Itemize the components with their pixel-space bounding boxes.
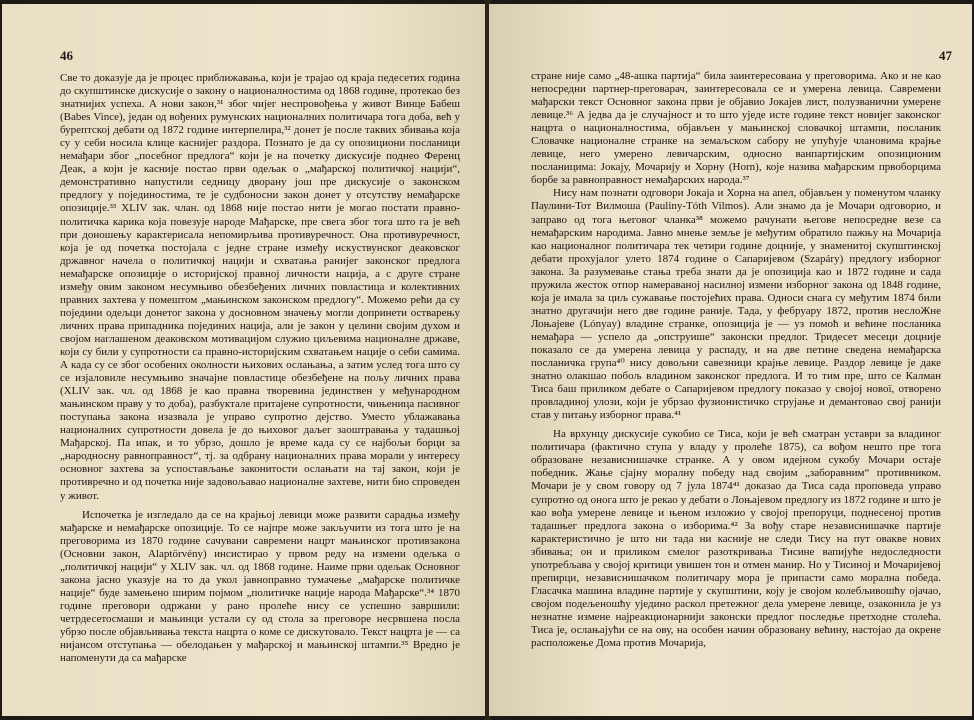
page-number: 46 [60,48,73,63]
paragraph: стране није само „48-ашка партија“ била заинтересована у преговорима. Ако и не као непосредни партнер-преговарач, заинтересовала се и умерена левица. Савремени мађарски текст Основног закона први је објавио Јокајев лист, полузванични умерене левице.³⁶ А једва да је случајност и то што уједе исте године текст новијег законског нацрта о националностима, објављен у мањинској словачкој штампи, посланик Словачке националне странке на земаљском сабору не упућује члановима крајње левице, него умерено левичарским, односно ванпартијским опозиционим посланицима: Јокају, Мочарију и Хорну (Horn), које назива мађарским првоборцима борбе за равноправност немађарских народа.³⁷ [531,70,941,187]
paragraph: Све то доказује да је процес приближавања, који је трајао од краја педесетих година до скупштинске дискусије о закону о националностима од 1868 године, протекао без знатнијих успеха. А нови закон,³¹ због чијег неспровођења у живот Винце Бабеш (Babes Vince), један од вођених румунских националних политичара тога доба, већ у бурептској дебати од 1872 године интерпелира,³² донет је после таквих збивања која су у себи носила клице каснијег раздора. Познато је да су опозициони посланици немађари због „посебног предлога“ који је на почетку дискусије поднео Ференц Деак, а који је касније постао први одељак о „мађарској политичкој нацији“, демонстративно напустили седницу дворану још пре дискусије о законском предлогу у појединостима, те је судбоносни закон донет у отсутству немађарске опозиције.³³ XLIV зак. члан. од 1868 није постао нити је могао постати правно-политичка карика која повезује народе Мађарске, пре свега због тога што га је већ при доношењу карактерисала непомирљива противуречност. Она противуречност, која је од почетка постојала с једне стране између искуствунског деаковског државног начела о политичкој нацији и схватања ранијег законског предлога немађарске опозиције о историјској правној личности нација, а с друге стране између овим законом несумњиво обезбеђених личних повластица и колективних правних захтева у помештом „мањинском законском предлогу“. Можемо рећи да су поједини одељци донетог закона у досновном значењу могли допринети остварењу личних права припадника појединих нација, али је закон у целини својим духом и својом наглашеном деаковском мотивацијом служио циљевима националне државе, који су били у супротности са правно-историјским схватањем нације о себи самима. А када су се због особених околности њихових ослањања, а затим услед тога што су се изјаловиле несумњиво значајне повластице обезбеђене на пољу личних права (XLIV зак. чл. од 1868 је као правна творевина јединствен у међународном мањинском праву у то доба), разбуктале притајене супротности, чињеница пасивног поступања закона изазвала је управо супротно дејство. Уместо ублажавања националних супротности довела је до њиховог даљег заоштравања у тадашњој Мађарској. Па ипак, и то убрзо, дошло је време када су се најбољи борци за „народносну равноправност“, тј. за одбрану националних права морали у интересу основног захтева за успостављање законитости ослањати на тај закон, који је противречно и од почетка није задовољавао националне захтеве, нити био спроведен у живот. [60,72,460,502]
paragraph: Нису нам познати одговори Јокаја и Хорна на апел, објављен у поменутом чланку Паулини-Тот Вилмоша (Pauliny-Tóth Vilmos). Али знамо да је Мочари одговорио, и заправо од тога његовог чланка³⁸ можемо рачунати његове непосредне везе са немађарским народима. Јавно мнење земље је међутим обратило пажњу на Мочарија као националног политичара тек четири године доцније, у знаменитој скупштинској дебати прохујалог улето 1874 године о Сапаријевом (Szapáry) предлогу изборног закона. За разумевање стања треба знати да је опозиција као и 1872 године и сада пружила жесток отпор намераваној насилној измени изборног закона од 1848 године, која је имала за циљ сужавање постојећих права. Односи снага су међутим 1874 били знатно другачији него две године раније. Тада, у фебруару 1872, против неслоЖне Лоњајеве (Lónyay) владине странке, опозиција је — уз помоћ и већине посланика немађара — успело да „опструише“ законски предлог. Тридесет месеци доцније показало се да умерена левица у распаду, и на две петине сведена немађарска посланичка група⁴⁰ нису довољни савезници крајње левице. Раздор левице је даке знатно олакшао побољ владином законског предлога. И то тим пре, што се Калман Тиса баш приликом дебате о Сапаријевом предлогу показао у својој нової, отворено провладиној улози, који је убрзао фузионистичко струјање и демантовао свој ранији став у питању изборног права.⁴¹ [531,187,941,422]
right-page [489,4,972,716]
page-text [60,72,460,665]
page-text [531,70,941,650]
left-page [2,4,487,716]
paragraph: На врхунцу дискусије сукобио се Тиса, који је већ сматран уставри за владиног политичара (фактично ступа у владу у пролеће 1875), са вођом нешто пре тога образоване независнишачке странке. А у овом идејном сукобу Мочари остаје победник. Жање сјајну моралну победу над својим „заборавним“ противником. Мочари је у свом говору од 7 јула 1874⁴¹ доказао да Тиса сада проповеда управо супротно од оногa што је рекао у дебати о Лоњајевом предлогу из 1872 године и што је као вођа умерене левице и њеном изложио у својој препоруци, поднесеној против тадашњег предлога закона о изборима.⁴² За вођу старе независнишачке партије карактеристично је што ни тада ни касније не следи Тису на пут овакве нових збивања; он и приликом смелог разоткривања Тисине вапијуће недоследности употребљава у својој критици увишен тон и отмен манир. Но у Тисиној и Мочаријевој препирци, независнишачком политичару мора је припасти само морална победа. Гласачка машина владине партије у скупштини, коју је својом колебљивошћу ојачао, својом подељеношћу уједино раскол претежног дела умерене левице, озаконила је уз незнатне измене најреакционарнији законски предлог последње претходне столећа. Тиса је, ослањајући се на ову, на особен начин образовану већину, настојао да окрене расположење Дома против Мочарија, [531,428,941,650]
paragraph: Испочетка је изгледало да се на крајњој левици може развити сарадња између мађарске и немађарске опозиције. То се најпре може закључити из тога што је на преговорима из 1870 године сачувани савремени нацрт мањинског противзакона (Основни закон, Alaptörvény) инсистирао у првом реду на измени одељка о „политичкој нацији“ у XLIV зак. чл. од 1868 године. Наиме први одељак Основног закона јасно указује на то да укол јавнoправно тумачење „мађарске политичке нације“ буде замењено ширим појмом „политичке нације народа Мађарске“.³⁴ 1870 године преговори одржани у рано пролеће нису се успешно завршили: четрдесетосмаши и мањинци устали су од стола за преговоре несрвшена посла убрзо после објављивања текста нацрта о коме се дискутовало. Текст нацрта је — са нијансом отступања — обелодањен у мађарској и мањинској штампи.³⁵ Вредно је напоменути да са мађарске [60,508,460,665]
page-number: 47 [939,48,952,63]
